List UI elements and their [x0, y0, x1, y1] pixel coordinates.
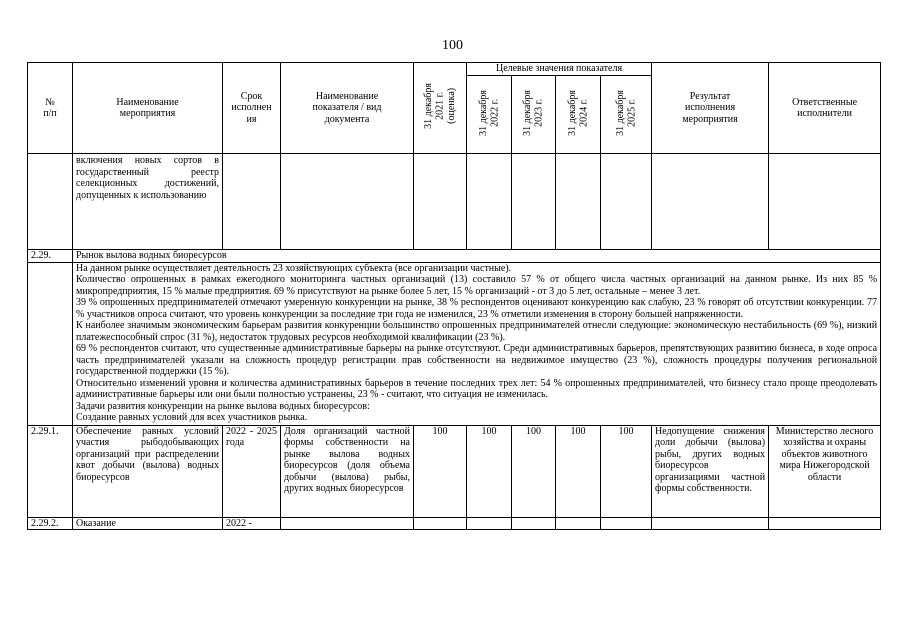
- row-value-2022: 100: [467, 425, 512, 517]
- description-paragraph: К наиболее значимым экономическим барьерам развития конкуренции большинство опрошенных предпринимателей отнесли следующие: экономическую нестабильность (69 %), низкий платежеспособный спрос (31 %), недостаток трудовых ресурсов необходимой квалификации (23 %).: [76, 320, 878, 343]
- row-num: 2.29.1.: [28, 425, 73, 517]
- section-num: 2.29.: [28, 250, 73, 263]
- description-paragraph: Создание равных условий для всех участников рынка.: [76, 412, 308, 423]
- header-event-name: Наименование мероприятия: [73, 63, 223, 154]
- description-paragraph: На данном рынке осуществляет деятельность 23 хозяйствующих субъекта (все организации частные).: [76, 262, 512, 274]
- row-result: Недопущение снижения доли добычи (вылова) рыбы, других водных биоресурсов организациями частной формы собственности.: [652, 425, 769, 517]
- row-num: 2.29.2.: [28, 517, 73, 530]
- header-year-2023: 31 декабря 2023 г.: [512, 76, 556, 154]
- description-paragraph: 69 % респондентов считают, что существенные административные барьеры на рынке отсутствуют. Среди административных барьеров, препятствующих развитию бизнеса, в ходе опроса часть предпринимателей указали на сложность процедур регистрации прав собственности на недвижимое имущество (23 %), сложность процедуры получения региональной государственной поддержки (15 %).: [76, 343, 878, 377]
- table-row: [28, 517, 881, 530]
- row-value-2023: 100: [512, 425, 556, 517]
- header-deadline: Срок исполнен ия: [223, 63, 281, 154]
- header-indicator-name: Наименование показателя / вид документа: [281, 63, 414, 154]
- page-number: 100: [442, 38, 463, 53]
- description-row: [28, 262, 881, 425]
- header-responsible: Ответственные исполнители: [769, 63, 881, 154]
- row-value-2021: 100: [414, 425, 467, 517]
- row-indicator: Доля организаций частной формы собственности на рынке вылова водных биоресурсов (доля объема добычи (вылова) рыбы, других водных биоресурсов: [281, 425, 414, 517]
- table-header-row: [28, 63, 881, 76]
- header-num: № п/п: [28, 63, 73, 154]
- section-title: Рынок вылова водных биоресурсов: [73, 250, 881, 263]
- row-event: Оказание: [73, 517, 223, 530]
- header-result: Результат исполнения мероприятия: [652, 63, 769, 154]
- row-value-2024: 100: [556, 425, 601, 517]
- header-year-2025: 31 декабря 2025 г.: [601, 76, 652, 154]
- table-row: [28, 425, 881, 517]
- description-paragraph: Относительно изменений уровня и количества административных барьеров в течение последних трех лет: 54 % опрошенных предпринимателей, что бизнесу стало проще преодолевать административные барьеры или они были полностью устранены, 23 % - считают, что ситуация не изменилась.: [76, 377, 878, 400]
- row-deadline: 2022 - 2025 года: [223, 425, 281, 517]
- events-table: [27, 62, 881, 530]
- row-responsible: Министерство лесного хозяйства и охраны объектов животного мира Нижегородской области: [769, 425, 881, 517]
- section-description: [73, 262, 881, 425]
- description-paragraph: Количество опрошенных в рамках ежегодного мониторинга частных организаций (13) составило 57 % от общего числа частных организаций на данном рынке. Из них 85 % микропредприятия, 15 % малые предприятия. 69 % присутствуют на рынке более 5 лет, 15 % организаций - от 3 до 5 лет, остальные – менее 3 лет.: [76, 274, 878, 297]
- header-year-2024: 31 декабря 2024 г.: [556, 76, 601, 154]
- section-row: [28, 250, 881, 263]
- continuation-text: включения новых сортов в государственный реестр селекционных достижений, допущенных к использованию: [73, 154, 223, 250]
- row-event: Обеспечение равных условий участия рыбодобывающих организаций при распределении квот добычи (вылова) водных биоресурсов: [73, 425, 223, 517]
- row-deadline: 2022 -: [223, 517, 281, 530]
- header-year-2022: 31 декабря 2022 г.: [467, 76, 512, 154]
- continuation-row: [28, 154, 881, 250]
- header-target-values: Целевые значения показателя: [467, 63, 652, 76]
- row-value-2025: 100: [601, 425, 652, 517]
- header-year-2021: 31 декабря 2021 г. (оценка): [414, 63, 467, 154]
- description-paragraph: Задачи развития конкуренции на рынке вылова водных биоресурсов:: [76, 400, 370, 412]
- description-paragraph: 39 % опрошенных предпринимателей отмечают умеренную конкуренции на рынке, 38 % респондентов оценивают конкуренцию как слабую, 23 % говорят об отсутствии конкуренции. 77 % участников опроса считают, что уровень конкуренции за последние три года не изменился, 23 % отметили изменения в сторону большей напряженности.: [76, 297, 878, 320]
